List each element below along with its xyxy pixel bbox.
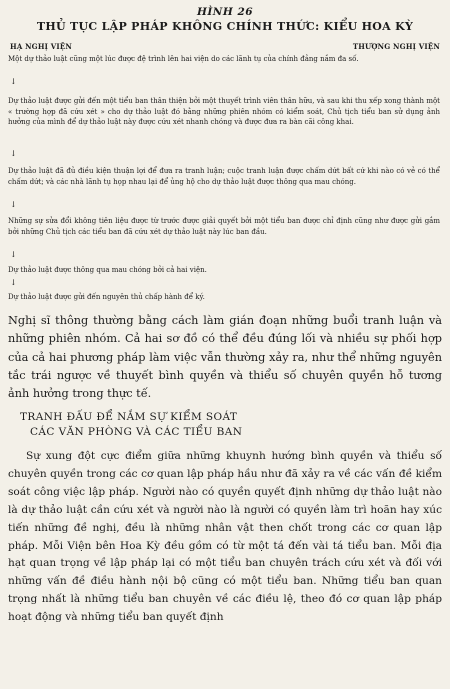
down-arrow-icon: ↓ (10, 250, 17, 259)
flow-step-6: Dự thảo luật được gửi đến nguyên thủ chấp hành để ký. (8, 293, 205, 301)
section-heading (20, 410, 320, 440)
house-of-representatives-label: HẠ NGHỊ VIỆN (10, 42, 73, 51)
body-paragraph: Sự xung đột cực điểm giữa những khuynh hướng bình quyền và thiểu số chuyên quyền trong các cơ quan lập pháp hầu như đã xảy ra về các vấn đề kiểm soát công việc lập pháp. Người nào có quyền quyết định những dự thảo luật nào là dự thảo luật cần cứu xét và người nào là người có quyền làm trì hoãn hay xúc tiến những đề nghị, đều là những nhân vật then chốt trong các cơ quan lập pháp. Mỗi Viện bên Hoa Kỳ đều gồm có từ một tá đến vài tá tiểu ban. Mỗi địa hạt quan trọng về lập pháp lại có một tiểu ban chuyên trách cứu xét và đối với những vấn đề điều hành nội bộ cũng có một tiểu ban. Những tiểu ban quan trọng nhất là những tiểu ban chuyên về các điều lệ, theo đó cơ quan lập pháp hoạt động và những tiểu ban quyết định (8, 450, 442, 624)
figure-label: HÌNH 26 (196, 6, 254, 18)
down-arrow-icon: ↓ (10, 200, 17, 209)
flow-step-5: Dự thảo luật được thông qua mau chóng bởi cả hai viện. (8, 266, 207, 274)
flow-step-2: Dự thảo luật được gửi đến một tiểu ban thân thiện bởi một thuyết trình viên thân hữu, và sau khi thu xếp xong thành một « trường hợp đã cứu xét » cho dự thảo luật đó bằng những phiên nhóm có kiểm soát, Chủ tịch tiểu ban sử dụng ảnh hưởng của mình để dự thảo luật này được cứu xét nhanh chóng và được đưa ra bàn cãi công khai. (8, 97, 440, 126)
flow-step-4: Những sự sửa đổi không tiên liệu được từ trước được giải quyết bởi một tiểu ban được chỉ định cũng như được gửi gắm bởi những Chủ tịch các tiểu ban đã cứu xét dự thảo luật này lúc ban đầu. (8, 217, 440, 236)
down-arrow-icon: ↓ (10, 149, 17, 158)
senate-label: THƯỢNG NGHỊ VIỆN (352, 42, 440, 51)
flow-step-3: Dự thảo luật đã đủ điều kiện thuận lợi để đưa ra tranh luận; cuộc tranh luận được chấm dứt bất cứ khi nào có vẻ có thể chấm dứt; và các nhà lãnh tụ họp nhau lại để ủng hộ cho dự thảo luật được thông qua mau chóng. (8, 167, 440, 186)
figure-title: THỦ TỤC LẬP PHÁP KHÔNG CHÍNH THỨC: KIỂU HOA KỲ (36, 20, 414, 33)
section-heading-line-1: TRANH ĐẤU ĐỂ NẮM SỰ KIỂM SOÁT (20, 411, 238, 423)
flow-step-1: Một dự thảo luật cũng một lúc được đệ trình lên hai viện do các lãnh tụ của chính đảng nắm đa số. (8, 55, 359, 63)
section-heading-line-2: CÁC VĂN PHÒNG VÀ CÁC TIỂU BAN (30, 426, 243, 438)
down-arrow-icon: ↓ (10, 278, 17, 287)
lead-paragraph: Nghị sĩ thông thường bằng cách làm gián đoạn những buổi tranh luận và những phiên nhóm. Cả hai sơ đồ có thể đều đúng lối và nhiều sự phối hợp của cả hai phương pháp làm việc vẫn thường xảy ra, như thể những nguyên tắc trái ngược về thuyết bình quyền và thiểu số chuyên quyền hỗ tương ảnh hưởng trong thực tế. (8, 314, 442, 401)
down-arrow-icon: ↓ (10, 77, 17, 86)
